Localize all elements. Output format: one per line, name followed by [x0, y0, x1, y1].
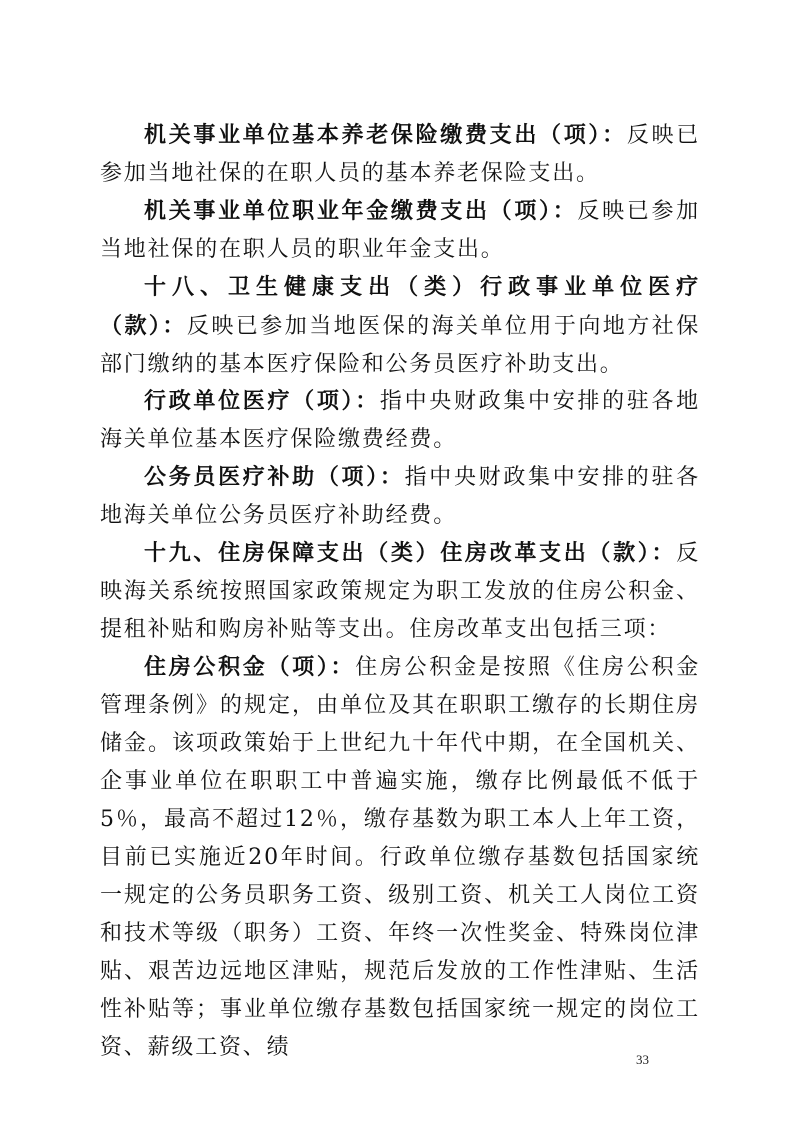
paragraph-civil-servant-medical-subsidy [100, 458, 700, 535]
paragraph-heading: 机关事业单位基本养老保险缴费支出（项）： [144, 122, 627, 148]
paragraph-text: 反映已参加当地社保的在职人员的职业年金支出。 [100, 199, 700, 262]
paragraph-text: 反映海关系统按照国家政策规定为职工发放的住房公积金、提租补贴和购房补贴等支出。住房改革支出包括三项： [100, 541, 700, 642]
paragraph-heading: 住房公积金（项）： [144, 654, 356, 680]
paragraph-heading: 机关事业单位职业年金缴费支出（项）： [144, 198, 578, 224]
paragraph-text: 反映已参加当地医保的海关单位用于向地方社保部门缴纳的基本医疗保险和公务员医疗补助支出。 [100, 314, 700, 377]
paragraph-text: 指中央财政集中安排的驻各地海关单位公务员医疗补助经费。 [100, 465, 700, 528]
paragraph-text: 指中央财政集中安排的驻各地海关单位基本医疗保险缴费经费。 [100, 389, 700, 452]
paragraph-health-expenditure [100, 268, 700, 384]
paragraph-housing-security [100, 534, 700, 649]
paragraph-administrative-medical [100, 382, 700, 459]
paragraph-heading: 行政单位医疗（项）： [144, 388, 380, 414]
paragraph-heading: 十八、卫生健康支出（类）行政事业单位医疗（款）： [100, 274, 700, 339]
paragraph-text: 反映已参加当地社保的在职人员的基本养老保险支出。 [100, 123, 700, 186]
paragraph-heading: 公务员医疗补助（项）： [144, 464, 405, 490]
paragraph-occupational-annuity [100, 192, 700, 269]
paragraph-housing-provident-fund [100, 648, 700, 1067]
page-number: 33 [636, 1052, 649, 1067]
paragraph-pension-contribution [100, 116, 700, 193]
paragraph-text: 住房公积金是按照《住房公积金管理条例》的规定，由单位及其在职职工缴存的长期住房储金。该项政策始于上世纪九十年代中期，在全国机关、企事业单位在职职工中普遍实施，缴存比例最低不低于5％，最高不超过12％，缴存基数为职工本人上年工资，目前已实施近20年时间。行政单位缴存基数包括国家统一规定的公务员职务工资、级别工资、机关工人岗位工资和技术等级（职务）工资、年终一次性奖金、特殊岗位津贴、艰苦边远地区津贴，规范后发放的工作性津贴、生活性补贴等；事业单位缴存基数包括国家统一规定的岗位工资、薪级工资、绩 [100, 655, 700, 1060]
paragraph-heading: 十九、住房保障支出（类）住房改革支出（款）： [144, 540, 677, 566]
